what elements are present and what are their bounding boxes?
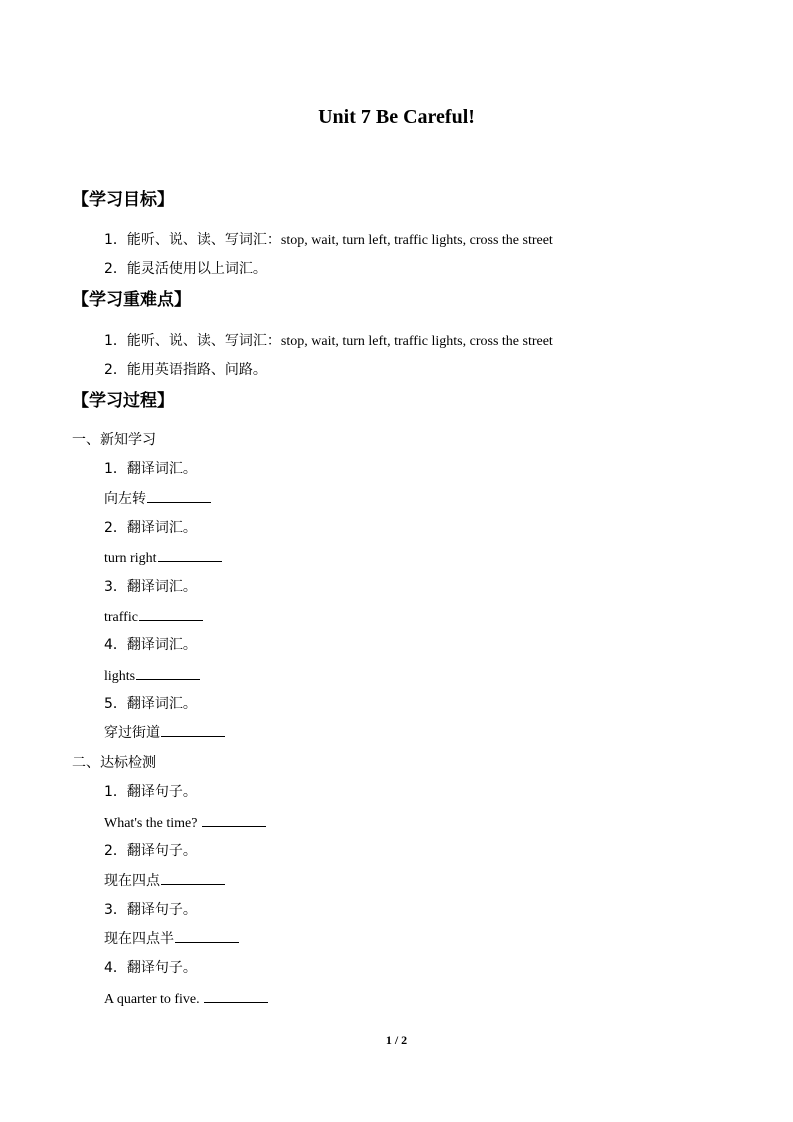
item-text: 能听、说、读、写词汇： (126, 232, 281, 248)
exercise-instruction (104, 782, 197, 802)
prompt-text: A quarter to five. (104, 992, 204, 1007)
prompt-text: turn right (104, 551, 157, 566)
item-vocab: stop, wait, turn left, traffic lights, cross the street (280, 233, 553, 248)
exercise-number: 3． (104, 902, 127, 918)
exercise-instruction (104, 577, 197, 597)
prompt-text: 现在四点 (104, 873, 160, 889)
exercise-instruction-text: 翻译词汇。 (126, 579, 197, 595)
exercise-instruction-text: 翻译句子。 (126, 843, 197, 859)
prompt-text: traffic (104, 610, 138, 625)
exercise-instruction-text: 翻译词汇。 (126, 696, 197, 712)
prompt-text: What's the time? (104, 816, 201, 831)
answer-blank[interactable] (147, 489, 211, 503)
exercise-instruction (104, 518, 197, 538)
exercise-number: 4． (104, 960, 127, 976)
section-heading-goals: 【学习目标】 (72, 190, 174, 210)
answer-blank[interactable] (175, 929, 239, 943)
answer-blank[interactable] (161, 871, 225, 885)
exercise-number: 5． (104, 696, 127, 712)
answer-blank[interactable] (158, 548, 222, 562)
exercise-instruction-text: 翻译词汇。 (126, 637, 197, 653)
answer-blank[interactable] (136, 666, 200, 680)
exercise-prompt (104, 607, 203, 628)
prompt-text: lights (104, 669, 136, 684)
exercise-instruction (104, 635, 197, 655)
exercise-number: 2． (104, 520, 127, 536)
exercise-prompt (104, 989, 268, 1010)
exercise-number: 1． (104, 461, 127, 477)
item-vocab: stop, wait, turn left, traffic lights, cross the street (280, 334, 553, 349)
section-heading-key-points: 【学习重难点】 (72, 290, 191, 310)
exercise-prompt (104, 813, 266, 834)
exercise-prompt (104, 723, 225, 743)
exercise-prompt (104, 929, 239, 949)
item-text: 能听、说、读、写词汇： (126, 333, 281, 349)
exercise-prompt (104, 489, 211, 509)
exercise-instruction-text: 翻译句子。 (126, 784, 197, 800)
answer-blank[interactable] (204, 989, 268, 1003)
exercise-number: 2． (104, 843, 127, 859)
exercise-number: 3． (104, 579, 127, 595)
goal-item-1 (104, 230, 553, 251)
section-heading-process: 【学习过程】 (72, 391, 174, 411)
exercise-prompt (104, 548, 222, 569)
exercise-prompt (104, 666, 200, 687)
prompt-text: 向左转 (104, 491, 146, 507)
exercise-instruction (104, 694, 197, 714)
item-text: 能用英语指路、问路。 (126, 362, 267, 378)
exercise-instruction (104, 900, 197, 920)
key-item-2 (104, 360, 267, 380)
page-number: 1 / 2 (385, 1033, 408, 1047)
answer-blank[interactable] (202, 813, 266, 827)
exercise-number: 1． (104, 784, 127, 800)
exercise-instruction (104, 459, 197, 479)
exercise-instruction-text: 翻译句子。 (126, 902, 197, 918)
document-title: Unit 7 Be Careful! (318, 106, 475, 128)
part-label-assessment: 二、达标检测 (72, 755, 156, 771)
answer-blank[interactable] (161, 723, 225, 737)
prompt-text: 现在四点半 (104, 931, 174, 947)
item-number: 2． (104, 362, 127, 378)
prompt-text: 穿过街道 (104, 725, 160, 741)
item-number: 1． (104, 232, 127, 248)
exercise-instruction-text: 翻译句子。 (126, 960, 197, 976)
item-number: 1． (104, 333, 127, 349)
key-item-1 (104, 331, 553, 352)
item-number: 2． (104, 261, 127, 277)
goal-item-2 (104, 259, 267, 279)
exercise-prompt (104, 871, 225, 891)
exercise-instruction (104, 841, 197, 861)
exercise-instruction-text: 翻译词汇。 (126, 520, 197, 536)
exercise-instruction-text: 翻译词汇。 (126, 461, 197, 477)
exercise-number: 4． (104, 637, 127, 653)
answer-blank[interactable] (139, 607, 203, 621)
exercise-instruction (104, 958, 197, 978)
item-text: 能灵活使用以上词汇。 (126, 261, 267, 277)
part-label-new-learning: 一、新知学习 (72, 432, 156, 448)
